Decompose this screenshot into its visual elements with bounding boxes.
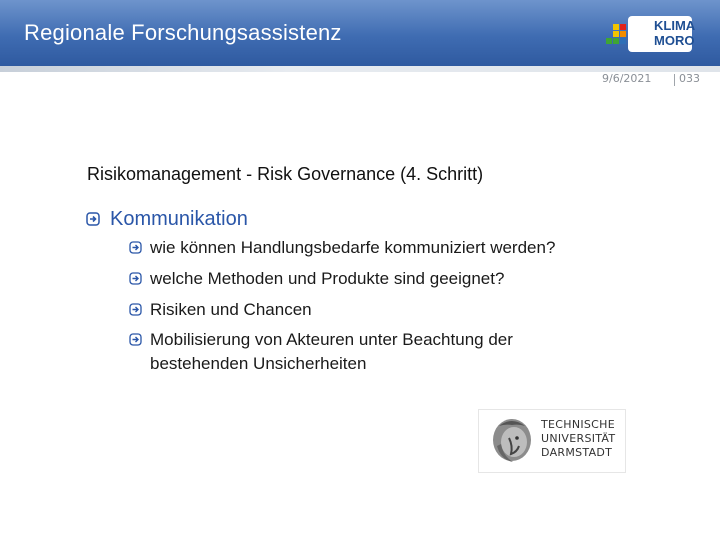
athena-head-icon	[489, 416, 535, 466]
meta-separator	[674, 74, 675, 86]
list-item-text-block	[150, 328, 513, 376]
arrow-bullet-icon	[129, 333, 142, 346]
logo-squares-icon	[606, 18, 630, 50]
tud-line1: TECHNISCHE	[541, 418, 615, 431]
slide-page-number: 033	[679, 72, 700, 85]
arrow-bullet-icon	[129, 303, 142, 316]
list-item	[129, 298, 312, 322]
heading-bullet	[86, 207, 248, 231]
arrow-bullet-icon	[129, 272, 142, 285]
arrow-bullet-icon	[129, 241, 142, 254]
list-item	[129, 236, 555, 260]
list-item-text: Risiken und Chancen	[150, 300, 312, 319]
heading-text: Kommunikation	[110, 208, 248, 230]
logo-line1: KLIMA	[654, 18, 696, 33]
list-item-text: Mobilisierung von Akteuren unter Beachtung der	[150, 330, 513, 349]
tud-line3: DARMSTADT	[541, 446, 613, 459]
header-title: Regionale Forschungsassistenz	[24, 20, 342, 45]
slide-title: Risikomanagement - Risk Governance (4. Schritt)	[87, 164, 484, 184]
tud-line2: UNIVERSITÄT	[541, 432, 616, 445]
header-bar	[0, 0, 720, 66]
list-item-text: welche Methoden und Produkte sind geeignet?	[150, 269, 505, 288]
list-item-text-continued: bestehenden Unsicherheiten	[150, 354, 367, 373]
slide-date: 9/6/2021	[602, 72, 652, 85]
klima-moro-logo	[606, 16, 696, 52]
arrow-bullet-icon	[86, 212, 100, 226]
logo-box	[628, 16, 696, 52]
list-item-text: wie können Handlungsbedarfe kommuniziert werden?	[150, 238, 556, 257]
tu-darmstadt-logo	[478, 409, 626, 473]
list-item	[129, 267, 504, 291]
logo-line2: MORO	[654, 33, 695, 48]
list-item	[129, 328, 513, 376]
tud-text	[541, 418, 615, 460]
